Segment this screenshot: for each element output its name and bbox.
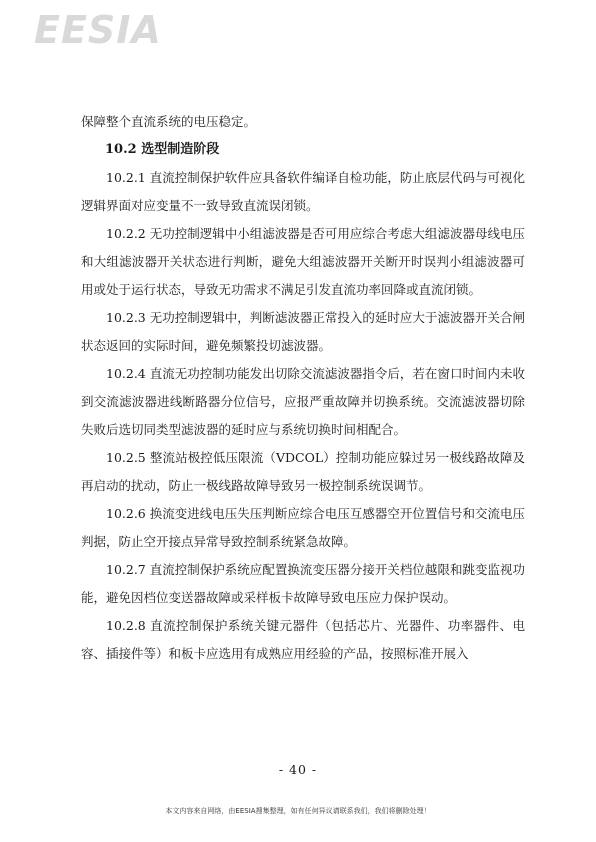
paragraph-10-2-4: 10.2.4 直流无功控制功能发出切除交流滤波器指令后，若在窗口时间内未收到交流滤波器进线断路器分位信号，应报严重故障并切换系统。交流滤波器切除失败后选切同类型滤波器的延时应与系统切换时间相配合。 (81, 366, 525, 437)
page-number: - 40 - (278, 762, 318, 777)
paragraph-10-2-3: 10.2.3 无功控制逻辑中，判断滤波器正常投入的延时应大于滤波器开关合闸状态返回的实际时间，避免频繁投切滤波器。 (81, 310, 525, 353)
paragraph-10-2-2: 10.2.2 无功控制逻辑中小组滤波器是否可用应综合考虑大组滤波器母线电压和大组滤波器开关状态进行判断，避免大组滤波器开关断开时误判小组滤波器可用或处于运行状态，导致无功需求不满足引发直流功率回降或直流闭锁。 (81, 226, 525, 297)
paragraph-10-2-5: 10.2.5 整流站极控低压限流（VDCOL）控制功能应躲过另一极线路故障及再启动的扰动，防止一极线路故障导致另一极控制系统误调节。 (81, 450, 525, 493)
section-heading (81, 136, 525, 164)
paragraph-10-2-8: 10.2.8 直流控制保护系统关键元器件（包括芯片、光器件、功率器件、电容、插接件等）和板卡应选用有成熟应用经验的产品，按照标准开展入 (81, 618, 525, 661)
paragraph-10-2-7: 10.2.7 直流控制保护系统应配置换流变压器分接开关档位越限和跳变监视功能，避免因档位变送器故障或采样板卡故障导致电压应力保护误动。 (81, 562, 525, 605)
intro-text: 保障整个直流系统的电压稳定。 (81, 114, 257, 129)
section-title: 选型制造阶段 (141, 142, 220, 157)
paragraph-10-2-6: 10.2.6 换流变进线电压失压判断应综合电压互感器空开位置信号和交流电压判据，防止空开接点异常导致控制系统紧急故障。 (81, 506, 525, 549)
section-number: 10.2 (105, 142, 137, 157)
eesia-logo: EESIA (34, 8, 162, 52)
footer-note: 本文内容来自网络，由EESIA搜集整理，如有任何异议请联系我们，我们将删除处理！ (165, 807, 431, 815)
document-body (81, 108, 525, 668)
paragraph-10-2-1: 10.2.1 直流控制保护软件应具备软件编译自检功能，防止底层代码与可视化逻辑界面对应变量不一致导致直流误闭锁。 (81, 170, 525, 213)
